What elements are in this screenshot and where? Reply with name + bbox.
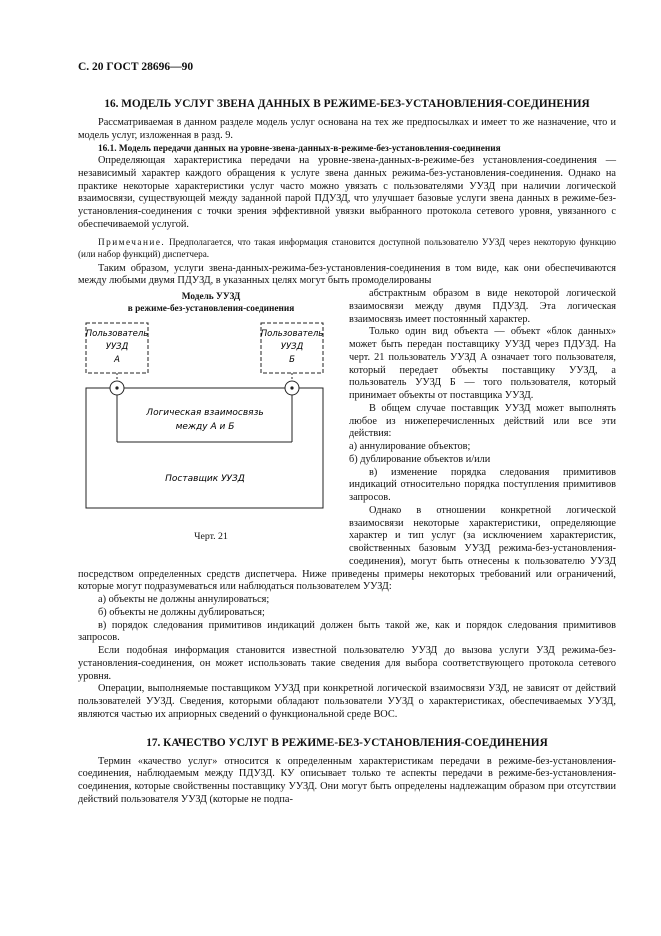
right-paragraph-2: Только один вид объекта — объект «блок данных» может быть передан поставщику УУЗД через ПДУЗД. На черт. 21 пользователь УУЗД А означает того пользователя, который передает объекты поставщику УУЗД, а пользователь УУЗД Б — того пользователя, который принимает объекты от поставщика УУЗД. <box>349 326 616 401</box>
figure-21 <box>78 288 344 556</box>
list-item: б) дублирование объектов и/или <box>349 453 491 465</box>
right-paragraph-1: абстрактным образом в виде некоторой логической взаимосвязи между двумя ПДУЗД. Эта логическая взаимосвязь имеет постоянный характер. <box>349 288 616 325</box>
subsection-16-1-title: 16.1. Модель передачи данных на уровне-звена-данных-в-режиме-без-установления-соединения <box>98 143 501 154</box>
list-item: в) порядок следования примитивов индикаций должен быть такой же, как и порядок следования примитивов запросов. <box>78 619 616 644</box>
user-a-line-3: А <box>114 355 120 365</box>
service-point-b-dot <box>290 386 293 389</box>
section-16-paragraph-6: Операции, выполняемые поставщиком УУЗД при конкретной логической взаимосвязи УЗД, не зависят от действий пользователей УУЗД. Сведения, которыми обладают пользователи УУЗД о характеристиках, обеспечиваемых УУЗД, являются частью их априорных сведений о функциональной среде ВОС. <box>78 683 616 720</box>
section-16-paragraph-1: Определяющая характеристика передачи на уровне-звена-данных-в-режиме-без установления-соединения — независимый характер каждого обращения к услуге звена данных режима-без-установления-соединения. Однако на практике некоторые характеристики услуг часто можно увязать с пользователями УУЗД при наличии логической взаимосвязи, существующей между заданной парой ПДУЗД, что улучшает базовые услуги звена данных в режиме-без-установления-соединения с точки зрения эффективной увязки выбранного протокола сетевого уровня, увязанного с обеспечиваемой услугой. <box>78 155 616 230</box>
section-17-paragraph-1: Термин «качество услуг» относится к определенным характеристикам передачи в режиме-без-установления-соединения, наблюдаемым между ПДУЗД. КУ описывает только те аспекты передачи в режиме-без-установления-соединения, которые свойственны поставщику УУЗД. Они могут быть определены надлежащим образом при отсутствии действий пользователя УУЗД (которые не подпа- <box>78 755 616 805</box>
section-16-title: 16. МОДЕЛЬ УСЛУГ ЗВЕНА ДАННЫХ В РЕЖИМЕ-БЕЗ-УСТАНОВЛЕНИЯ-СОЕДИНЕНИЯ <box>104 98 590 110</box>
figure-caption: Черт. 21 <box>194 531 228 542</box>
figure-title-line-2: в режиме-без-установления-соединения <box>127 303 295 314</box>
model-diagram <box>78 318 344 528</box>
section-16-paragraph-2: Таким образом, услуги звена-данных-режима-без-установления-соединения в том виде, как они обеспечиваются между любыми двумя ПДУЗД, в указанных целях могут быть промоделированы <box>78 262 616 287</box>
right-paragraph-4: Однако в отношении конкретной логической взаимосвязи некоторые характеристики, определяющие характер и тип услуг (за исключением характеристик, свойственных базовым УУЗД режима-без-установления-соединения), могут быть отнесены к пользователю УУЗД посредством определенных средств диспетчера. Ниже приведены примеры некоторых требований или ограничений, которые могут подразумеваться или наблюдаться пользователем УУЗД: <box>78 504 616 593</box>
user-a-line-1: Пользователь <box>85 329 149 339</box>
note-text: Предполагается, что такая информация становится доступной пользователю УУЗД через некоторую функцию (или набор функций) диспетчера. <box>78 236 616 259</box>
figure-title-line-1: Модель УУЗД <box>181 292 241 302</box>
service-point-a-dot <box>115 386 118 389</box>
section-17-title: 17. КАЧЕСТВО УСЛУГ В РЕЖИМЕ-БЕЗ-УСТАНОВЛЕНИЯ-СОЕДИНЕНИЯ <box>146 736 548 749</box>
user-a-line-2: УУЗД <box>105 342 129 352</box>
link-line-2: между А и Б <box>175 422 235 432</box>
note <box>78 236 616 260</box>
section-16-intro: Рассматриваемая в данном разделе модель услуг основана на тех же предпосылках и имеет то же назначение, что и модель услуг, изложенная в разд. 9. <box>78 117 616 141</box>
user-b-line-2: УУЗД <box>280 342 304 352</box>
figure-title <box>78 292 344 315</box>
user-b-line-3: Б <box>289 355 295 365</box>
list-item: б) объекты не должны дублироваться; <box>98 606 265 618</box>
page-header: С. 20 ГОСТ 28696—90 <box>78 61 194 73</box>
list-item: а) объекты не должны аннулироваться; <box>98 594 270 605</box>
provider-box <box>86 388 323 508</box>
right-paragraph-3: В общем случае поставщик УУЗД может выполнять любое из нижеперечисленных действий или все эти действия: <box>349 402 616 440</box>
list-item: в) изменение порядка следования примитивов индикаций относительно порядка поступления примитивов запросов. <box>349 466 616 503</box>
page <box>78 60 616 807</box>
user-b-line-1: Пользователь <box>260 329 324 339</box>
link-line-1: Логическая взаимосвязь <box>146 408 264 418</box>
list-item: а) аннулирование объектов; <box>349 441 471 452</box>
note-label: Примечание. <box>98 236 166 247</box>
provider-label: Поставщик УУЗД <box>165 474 245 484</box>
section-16-paragraph-5: Если подобная информация становится известной пользователю УУЗД до вызова услуги УЗД режима-без-установления-соединения, он может использовать такие сведения для выбора соответствующего протокола сетевого уровня. <box>78 645 616 682</box>
